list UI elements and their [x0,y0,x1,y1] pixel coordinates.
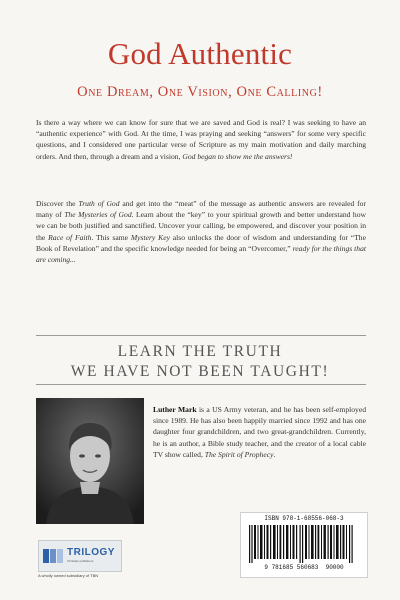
barcode [240,512,368,578]
publisher-name: TRILOGY [67,547,115,558]
barcode-bars [249,525,359,563]
intro-text: Is there a way where we can know for sure that we are saved and God is real? I was seeking to have an “authentic experience” with God. At the time, I was praying and seeking “answers” for some very specific questions, and I considered one particular verse of Scripture as my main motivation and daily marching orders. And then, through a dream and a vision, [36,118,366,161]
publisher-logo [38,540,124,590]
publisher-footer: A wholly owned subsidiary of TBN [38,573,99,578]
desc-e4: Mystery Key [130,232,170,242]
tagline-banner [0,342,400,382]
desc-s4: . This same [91,232,131,242]
book-title: God Authentic [107,36,293,71]
desc-s1: Discover the [36,199,79,208]
desc-s3: . Learn about the “key” to your spiritual growth and better understand how we can be both justified and sanctified. Uncover your calling, be empowered, and discover your position in the [36,210,366,242]
intro-paragraph [36,117,366,162]
barcode-digits: 9 781685 560683 [264,564,319,571]
desc-s5: also unlocks the door of wisdom and understanding for “The Book of Revelation” and the specific knowledge needed for being an “Overcomer,” [36,232,366,253]
publisher-badge [38,540,122,572]
author-show: The Spirit of Prophecy [204,449,274,459]
author-name: Luther Mark [153,405,197,414]
price-code: 90000 [325,564,344,571]
publisher-tagline: Christian publishers [67,559,94,563]
divider-bottom [36,384,366,385]
desc-e3: Race of Faith [48,232,92,242]
trilogy-mark-icon [43,547,63,565]
desc-e1: Truth of God [78,199,120,208]
desc-s2: and get into the “meat” of the message as authentic answers are revealed for many of [36,199,366,220]
divider-top [36,335,366,336]
author-photo [36,398,144,524]
desc-e5: ready for the things that are coming... [36,243,366,265]
barcode-number [241,564,367,571]
author-bio-text: is a US Army veteran, and he has been self-employed since 1989. He has also been happily married since 1992 and has one daughter four grandchildren, and two great-grandchildren. Currently, he is an author, a Bible study teacher, and the creator of a local cable TV show called, [153,405,366,459]
description-paragraph [36,198,366,265]
author-bio [153,404,366,460]
desc-e2: The Mysteries of God [64,210,132,220]
intro-emphasis: God began to show me the answers! [182,151,293,161]
banner-line-1: LEARN THE TRUTH [117,343,283,360]
author-bio-end: . [273,449,276,459]
isbn-text: ISBN 978-1-68556-068-3 [264,515,344,522]
book-subtitle: One Dream, One Vision, One Calling! [77,84,323,100]
banner-line-2: WE HAVE NOT BEEN TAUGHT! [70,363,330,380]
